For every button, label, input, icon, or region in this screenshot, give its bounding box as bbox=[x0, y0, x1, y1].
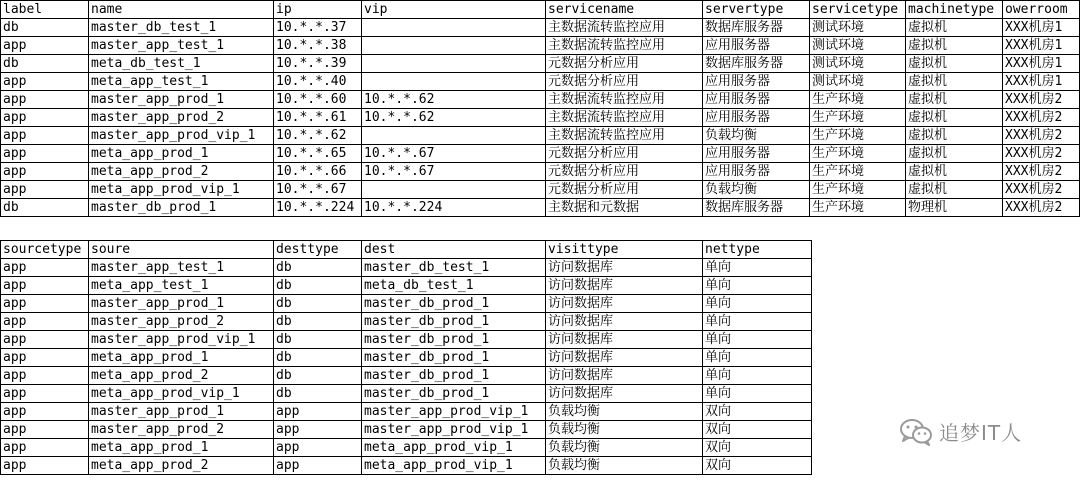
table-row bbox=[1, 145, 1080, 163]
table-cell: 双向 bbox=[703, 403, 812, 421]
table-row bbox=[1, 37, 1080, 55]
table-cell: app bbox=[1, 367, 89, 385]
table-cell: 应用服务器 bbox=[703, 163, 810, 181]
table-cell: master_app_prod_1 bbox=[89, 91, 274, 109]
table-cell: app bbox=[1, 127, 89, 145]
table-cell: meta_app_prod_1 bbox=[89, 349, 274, 367]
table-cell: db bbox=[1, 55, 89, 73]
table-cell: 虚拟机 bbox=[906, 55, 1003, 73]
table-cell: 10.*.*.62 bbox=[274, 127, 362, 145]
table-cell: 虚拟机 bbox=[906, 73, 1003, 91]
table-cell: meta_app_prod_2 bbox=[89, 367, 274, 385]
table-cell: db bbox=[274, 295, 362, 313]
table-cell: 10.*.*.40 bbox=[274, 73, 362, 91]
table-cell: app bbox=[1, 145, 89, 163]
table-cell: master_app_prod_1 bbox=[89, 295, 274, 313]
table-cell: 生产环境 bbox=[810, 127, 906, 145]
table-cell: 负载均衡 bbox=[703, 127, 810, 145]
table-cell: XXX机房1 bbox=[1003, 73, 1080, 91]
table-row bbox=[1, 331, 812, 349]
table-cell: 物理机 bbox=[906, 199, 1003, 217]
table-cell: meta_app_test_1 bbox=[89, 277, 274, 295]
table-cell: 虚拟机 bbox=[906, 163, 1003, 181]
table-cell: app bbox=[274, 439, 362, 457]
table-cell: db bbox=[1, 19, 89, 37]
table-cell: 元数据分析应用 bbox=[546, 163, 703, 181]
table-cell: XXX机房2 bbox=[1003, 199, 1080, 217]
table-row bbox=[1, 73, 1080, 91]
header-cell: machinetype bbox=[906, 1, 1003, 19]
table-cell: XXX机房2 bbox=[1003, 181, 1080, 199]
table-cell: 虚拟机 bbox=[906, 127, 1003, 145]
table-cell: db bbox=[274, 313, 362, 331]
table-cell: 元数据分析应用 bbox=[546, 55, 703, 73]
table-row bbox=[1, 259, 812, 277]
table-cell: 测试环境 bbox=[810, 73, 906, 91]
table-cell: 虚拟机 bbox=[906, 37, 1003, 55]
table-cell: 生产环境 bbox=[810, 145, 906, 163]
table-cell: master_db_prod_1 bbox=[362, 313, 546, 331]
table-row bbox=[1, 367, 812, 385]
table-row bbox=[1, 439, 812, 457]
table-cell: db bbox=[1, 199, 89, 217]
table-cell: 10.*.*.61 bbox=[274, 109, 362, 127]
table-cell: 单向 bbox=[703, 367, 812, 385]
table-row bbox=[1, 19, 1080, 37]
table-cell: 10.*.*.67 bbox=[362, 163, 546, 181]
header-cell: ip bbox=[274, 1, 362, 19]
table-cell bbox=[362, 19, 546, 37]
table-cell: db bbox=[274, 259, 362, 277]
table-cell: 10.*.*.67 bbox=[362, 145, 546, 163]
table-cell: XXX机房1 bbox=[1003, 37, 1080, 55]
table-cell: 生产环境 bbox=[810, 163, 906, 181]
table-cell: 主数据流转监控应用 bbox=[546, 91, 703, 109]
table-cell: 主数据流转监控应用 bbox=[546, 19, 703, 37]
table-cell: 测试环境 bbox=[810, 55, 906, 73]
header-row bbox=[1, 241, 812, 259]
table-cell: 10.*.*.62 bbox=[362, 91, 546, 109]
table-cell: 测试环境 bbox=[810, 37, 906, 55]
table-cell: 主数据和元数据 bbox=[546, 199, 703, 217]
table-row bbox=[1, 109, 1080, 127]
table-cell: 10.*.*.39 bbox=[274, 55, 362, 73]
table-cell: XXX机房1 bbox=[1003, 19, 1080, 37]
table-cell: 应用服务器 bbox=[703, 73, 810, 91]
table-cell: 单向 bbox=[703, 331, 812, 349]
table-cell: 生产环境 bbox=[810, 91, 906, 109]
table-cell: 虚拟机 bbox=[906, 181, 1003, 199]
table-cell: app bbox=[1, 331, 89, 349]
table-cell: 访问数据库 bbox=[546, 259, 703, 277]
table-row bbox=[1, 313, 812, 331]
table-row bbox=[1, 277, 812, 295]
table-cell: 负载均衡 bbox=[546, 439, 703, 457]
table-cell: meta_db_test_1 bbox=[362, 277, 546, 295]
header-cell: dest bbox=[362, 241, 546, 259]
table-cell: master_app_test_1 bbox=[89, 37, 274, 55]
table-cell: 单向 bbox=[703, 277, 812, 295]
table-cell: 双向 bbox=[703, 421, 812, 439]
header-cell: servicetype bbox=[810, 1, 906, 19]
table-row bbox=[1, 295, 812, 313]
table-cell: app bbox=[1, 349, 89, 367]
table-cell: app bbox=[1, 277, 89, 295]
table-cell: 10.*.*.38 bbox=[274, 37, 362, 55]
table-cell: db bbox=[274, 349, 362, 367]
table-cell: 应用服务器 bbox=[703, 145, 810, 163]
wechat-icon bbox=[899, 418, 933, 446]
table-cell: 测试环境 bbox=[810, 19, 906, 37]
table-cell: 10.*.*.66 bbox=[274, 163, 362, 181]
table-cell: 10.*.*.224 bbox=[362, 199, 546, 217]
table-cell: 负载均衡 bbox=[546, 457, 703, 475]
table-cell: XXX机房1 bbox=[1003, 55, 1080, 73]
table-cell: 虚拟机 bbox=[906, 109, 1003, 127]
table-cell: app bbox=[1, 181, 89, 199]
table-cell bbox=[362, 127, 546, 145]
table-cell: db bbox=[274, 331, 362, 349]
table-cell: meta_app_prod_1 bbox=[89, 145, 274, 163]
table-cell: 单向 bbox=[703, 295, 812, 313]
table-cell: app bbox=[1, 109, 89, 127]
header-cell: label bbox=[1, 1, 89, 19]
table-cell: app bbox=[1, 385, 89, 403]
table-row bbox=[1, 457, 812, 475]
table-cell: meta_app_test_1 bbox=[89, 73, 274, 91]
table-cell: master_app_prod_2 bbox=[89, 421, 274, 439]
table-cell: XXX机房2 bbox=[1003, 163, 1080, 181]
table-cell: 元数据分析应用 bbox=[546, 145, 703, 163]
table-cell: meta_app_prod_2 bbox=[89, 457, 274, 475]
table-cell: 负载均衡 bbox=[703, 181, 810, 199]
table-cell: 数据库服务器 bbox=[703, 199, 810, 217]
table-cell: 负载均衡 bbox=[546, 421, 703, 439]
table-cell: 元数据分析应用 bbox=[546, 73, 703, 91]
table-cell: 访问数据库 bbox=[546, 295, 703, 313]
table-cell: 访问数据库 bbox=[546, 385, 703, 403]
table-cell: app bbox=[1, 259, 89, 277]
table-row bbox=[1, 385, 812, 403]
table-cell: master_app_prod_2 bbox=[89, 109, 274, 127]
table-cell: 生产环境 bbox=[810, 199, 906, 217]
table-cell: db bbox=[274, 385, 362, 403]
table-cell: master_app_test_1 bbox=[89, 259, 274, 277]
table-cell bbox=[362, 181, 546, 199]
table-cell: master_db_prod_1 bbox=[89, 199, 274, 217]
table-cell: 10.*.*.67 bbox=[274, 181, 362, 199]
table-cell: 访问数据库 bbox=[546, 277, 703, 295]
table-cell: master_db_prod_1 bbox=[362, 331, 546, 349]
table-cell: 应用服务器 bbox=[703, 91, 810, 109]
header-cell: servicename bbox=[546, 1, 703, 19]
table-cell: master_app_prod_vip_1 bbox=[362, 421, 546, 439]
header-cell: soure bbox=[89, 241, 274, 259]
table-row bbox=[1, 403, 812, 421]
table-cell: 单向 bbox=[703, 385, 812, 403]
table-cell: db bbox=[274, 277, 362, 295]
header-cell: vip bbox=[362, 1, 546, 19]
table-cell: 主数据流转监控应用 bbox=[546, 109, 703, 127]
table-cell: master_app_prod_vip_1 bbox=[362, 403, 546, 421]
header-cell: nettype bbox=[703, 241, 812, 259]
table-cell: 生产环境 bbox=[810, 109, 906, 127]
table-cell: 访问数据库 bbox=[546, 313, 703, 331]
table-cell: 单向 bbox=[703, 313, 812, 331]
table-cell: 数据库服务器 bbox=[703, 55, 810, 73]
table-cell: app bbox=[1, 73, 89, 91]
table-cell: master_db_prod_1 bbox=[362, 385, 546, 403]
table-cell: 访问数据库 bbox=[546, 349, 703, 367]
servers-table bbox=[0, 0, 1080, 217]
table-cell: master_app_prod_1 bbox=[89, 403, 274, 421]
table-cell: app bbox=[274, 421, 362, 439]
table-cell: 元数据分析应用 bbox=[546, 181, 703, 199]
header-cell: owerroom bbox=[1003, 1, 1080, 19]
table-row bbox=[1, 199, 1080, 217]
table-row bbox=[1, 349, 812, 367]
table-cell: 双向 bbox=[703, 439, 812, 457]
table-cell: master_db_test_1 bbox=[89, 19, 274, 37]
table-cell: meta_app_prod_vip_1 bbox=[362, 439, 546, 457]
table-cell: 10.*.*.65 bbox=[274, 145, 362, 163]
table-cell: db bbox=[274, 367, 362, 385]
table-cell bbox=[362, 73, 546, 91]
table-cell: meta_app_prod_vip_1 bbox=[89, 181, 274, 199]
table-cell: 数据库服务器 bbox=[703, 19, 810, 37]
header-cell: visittype bbox=[546, 241, 703, 259]
table-cell: 访问数据库 bbox=[546, 367, 703, 385]
table-cell: app bbox=[1, 163, 89, 181]
table-cell: app bbox=[1, 295, 89, 313]
header-cell: name bbox=[89, 1, 274, 19]
table-cell: 10.*.*.37 bbox=[274, 19, 362, 37]
table-cell: app bbox=[1, 403, 89, 421]
table-row bbox=[1, 163, 1080, 181]
table-cell: 虚拟机 bbox=[906, 91, 1003, 109]
table-cell: app bbox=[274, 457, 362, 475]
table-cell: master_app_prod_vip_1 bbox=[89, 127, 274, 145]
header-cell: sourcetype bbox=[1, 241, 89, 259]
watermark bbox=[899, 417, 1022, 446]
table-cell: app bbox=[1, 421, 89, 439]
table-cell: XXX机房2 bbox=[1003, 127, 1080, 145]
table-cell: 单向 bbox=[703, 349, 812, 367]
table-cell: 虚拟机 bbox=[906, 145, 1003, 163]
table-cell: app bbox=[1, 457, 89, 475]
table-cell: XXX机房2 bbox=[1003, 145, 1080, 163]
table-cell: XXX机房2 bbox=[1003, 91, 1080, 109]
table-cell: 10.*.*.62 bbox=[362, 109, 546, 127]
table-row bbox=[1, 181, 1080, 199]
table-cell: app bbox=[1, 37, 89, 55]
table-cell: master_db_prod_1 bbox=[362, 295, 546, 313]
header-cell: servertype bbox=[703, 1, 810, 19]
table-cell: meta_db_test_1 bbox=[89, 55, 274, 73]
table-row bbox=[1, 91, 1080, 109]
table-cell bbox=[362, 55, 546, 73]
relations-table bbox=[0, 240, 812, 475]
table-cell: master_db_prod_1 bbox=[362, 349, 546, 367]
table-cell: app bbox=[274, 403, 362, 421]
table-cell: 10.*.*.224 bbox=[274, 199, 362, 217]
table-cell: XXX机房2 bbox=[1003, 109, 1080, 127]
table-cell: app bbox=[1, 313, 89, 331]
table-row bbox=[1, 127, 1080, 145]
table-cell: app bbox=[1, 91, 89, 109]
table-cell: meta_app_prod_vip_1 bbox=[362, 457, 546, 475]
table-cell: 虚拟机 bbox=[906, 19, 1003, 37]
table-cell: 访问数据库 bbox=[546, 331, 703, 349]
header-cell: desttype bbox=[274, 241, 362, 259]
table-cell: master_app_prod_2 bbox=[89, 313, 274, 331]
table-cell: meta_app_prod_1 bbox=[89, 439, 274, 457]
table-cell: meta_app_prod_2 bbox=[89, 163, 274, 181]
table-cell: 主数据流转监控应用 bbox=[546, 37, 703, 55]
table-cell: 双向 bbox=[703, 457, 812, 475]
table-cell: master_db_prod_1 bbox=[362, 367, 546, 385]
table-row bbox=[1, 55, 1080, 73]
table-cell: master_app_prod_vip_1 bbox=[89, 331, 274, 349]
table-row bbox=[1, 421, 812, 439]
table-cell: 应用服务器 bbox=[703, 109, 810, 127]
watermark-text: 追梦IT人 bbox=[939, 421, 1023, 445]
table-cell: 10.*.*.60 bbox=[274, 91, 362, 109]
table-cell: 负载均衡 bbox=[546, 403, 703, 421]
table-cell bbox=[362, 37, 546, 55]
table-cell: 应用服务器 bbox=[703, 37, 810, 55]
table-cell: 主数据流转监控应用 bbox=[546, 127, 703, 145]
header-row bbox=[1, 1, 1080, 19]
table-cell: master_db_test_1 bbox=[362, 259, 546, 277]
table-cell: app bbox=[1, 439, 89, 457]
table-cell: 生产环境 bbox=[810, 181, 906, 199]
table-cell: meta_app_prod_vip_1 bbox=[89, 385, 274, 403]
table-cell: 单向 bbox=[703, 259, 812, 277]
